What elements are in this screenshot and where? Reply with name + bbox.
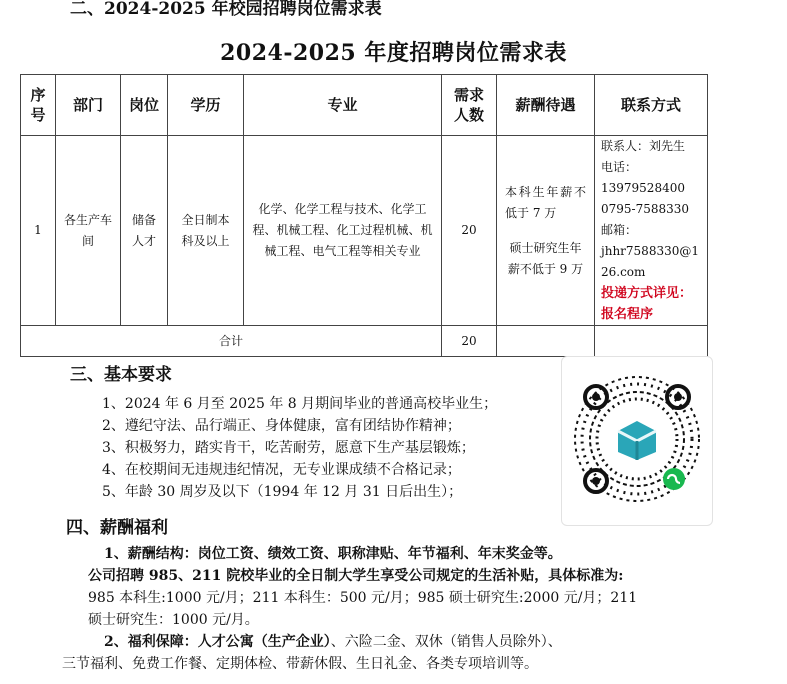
table-title: 2024-2025 年度招聘岗位需求表 xyxy=(220,40,567,66)
benefits-line-rates-2: 硕士研究生：1000 元/月。 xyxy=(88,612,259,628)
total-count: 20 xyxy=(442,326,497,357)
section-benefits-title: 四、薪酬福利 xyxy=(66,518,168,538)
contact-apply-link[interactable]: 投递方式详见：报名程序 xyxy=(601,286,693,322)
benefits-line-extras: 三节福利、免费工作餐、定期体检、带薪休假、生日礼金、各类专项培训等。 xyxy=(62,656,538,672)
requirements-list xyxy=(102,393,497,503)
contact-person: 联系人：刘先生 xyxy=(601,139,686,153)
recruitment-table xyxy=(20,74,708,357)
benefits-welfare-bold: 2、福利保障：人才公寓（生产企业） xyxy=(104,634,331,650)
list-item: 5、年龄 30 周岁及以下（1994 年 12 月 31 日后出生）； xyxy=(102,484,463,500)
section-requirements-title: 三、基本要求 xyxy=(70,365,172,385)
table-total-row xyxy=(21,326,708,357)
list-item: 4、在校期间无违规违纪情况，无专业课成绩不合格记录； xyxy=(102,462,461,478)
total-empty-contact xyxy=(595,326,708,357)
contact-phone: 电话：13979528400 xyxy=(601,160,685,195)
table-row xyxy=(21,136,708,326)
cell-salary xyxy=(497,136,595,326)
header-position: 岗位 xyxy=(121,75,168,136)
header-contact: 联系方式 xyxy=(595,75,708,136)
header-salary: 薪酬待遇 xyxy=(497,75,595,136)
cell-contact xyxy=(595,136,708,326)
salary-master: 硕士研究生年薪不低于 9 万 xyxy=(507,240,584,276)
benefits-line-subsidy: 公司招聘 985、211 院校毕业的全日制大学生享受公司规定的生活补贴，具体标准为: xyxy=(88,568,624,584)
total-label: 合计 xyxy=(21,326,442,357)
qr-code xyxy=(561,356,713,526)
benefits-line-rates: 985 本科生:1000 元/月；211 本科生：500 元/月；985 硕士研究生:2000 元/月；211 xyxy=(88,590,638,606)
benefits-line-welfare xyxy=(60,631,740,653)
qr-code-icon xyxy=(562,357,712,525)
list-item: 3、积极努力，踏实肯干，吃苦耐劳，愿意下生产基层锻炼； xyxy=(102,440,475,456)
benefits-line-salary: 1、薪酬结构：岗位工资、绩效工资、职称津贴、年节福利、年末奖金等。 xyxy=(104,546,562,562)
benefits-text xyxy=(60,543,740,675)
cell-department: 各生产车间 xyxy=(56,136,121,326)
table-header-row xyxy=(21,75,708,136)
salary-bachelor: 本科生年薪不低于 7 万 xyxy=(505,184,586,220)
cell-education: 全日制本科及以上 xyxy=(168,136,244,326)
header-index: 序号 xyxy=(21,75,56,136)
cell-count: 20 xyxy=(442,136,497,326)
cell-index: 1 xyxy=(21,136,56,326)
total-empty-salary xyxy=(497,326,595,357)
section-top-title: 二、2024-2025 年校园招聘岗位需求表 xyxy=(70,0,382,19)
header-count: 需求人数 xyxy=(442,75,497,136)
header-department: 部门 xyxy=(56,75,121,136)
header-major: 专业 xyxy=(244,75,442,136)
contact-email: jhhr7588330@126.com xyxy=(601,244,699,279)
contact-email-label: 邮箱： xyxy=(601,223,638,237)
list-item: 2、遵纪守法、品行端正、身体健康，富有团结协作精神； xyxy=(102,418,461,434)
contact-phone-2: 0795-7588330 xyxy=(601,202,690,216)
header-education: 学历 xyxy=(168,75,244,136)
list-item: 1、2024 年 6 月至 2025 年 8 月期间毕业的普通高校毕业生； xyxy=(102,396,498,412)
cell-major: 化学、化学工程与技术、化学工程、机械工程、化工过程机械、机械工程、电气工程等相关专业 xyxy=(244,136,442,326)
cell-position: 储备人才 xyxy=(121,136,168,326)
benefits-welfare-rest: 、六险二金、双休（销售人员除外）、 xyxy=(330,634,562,650)
